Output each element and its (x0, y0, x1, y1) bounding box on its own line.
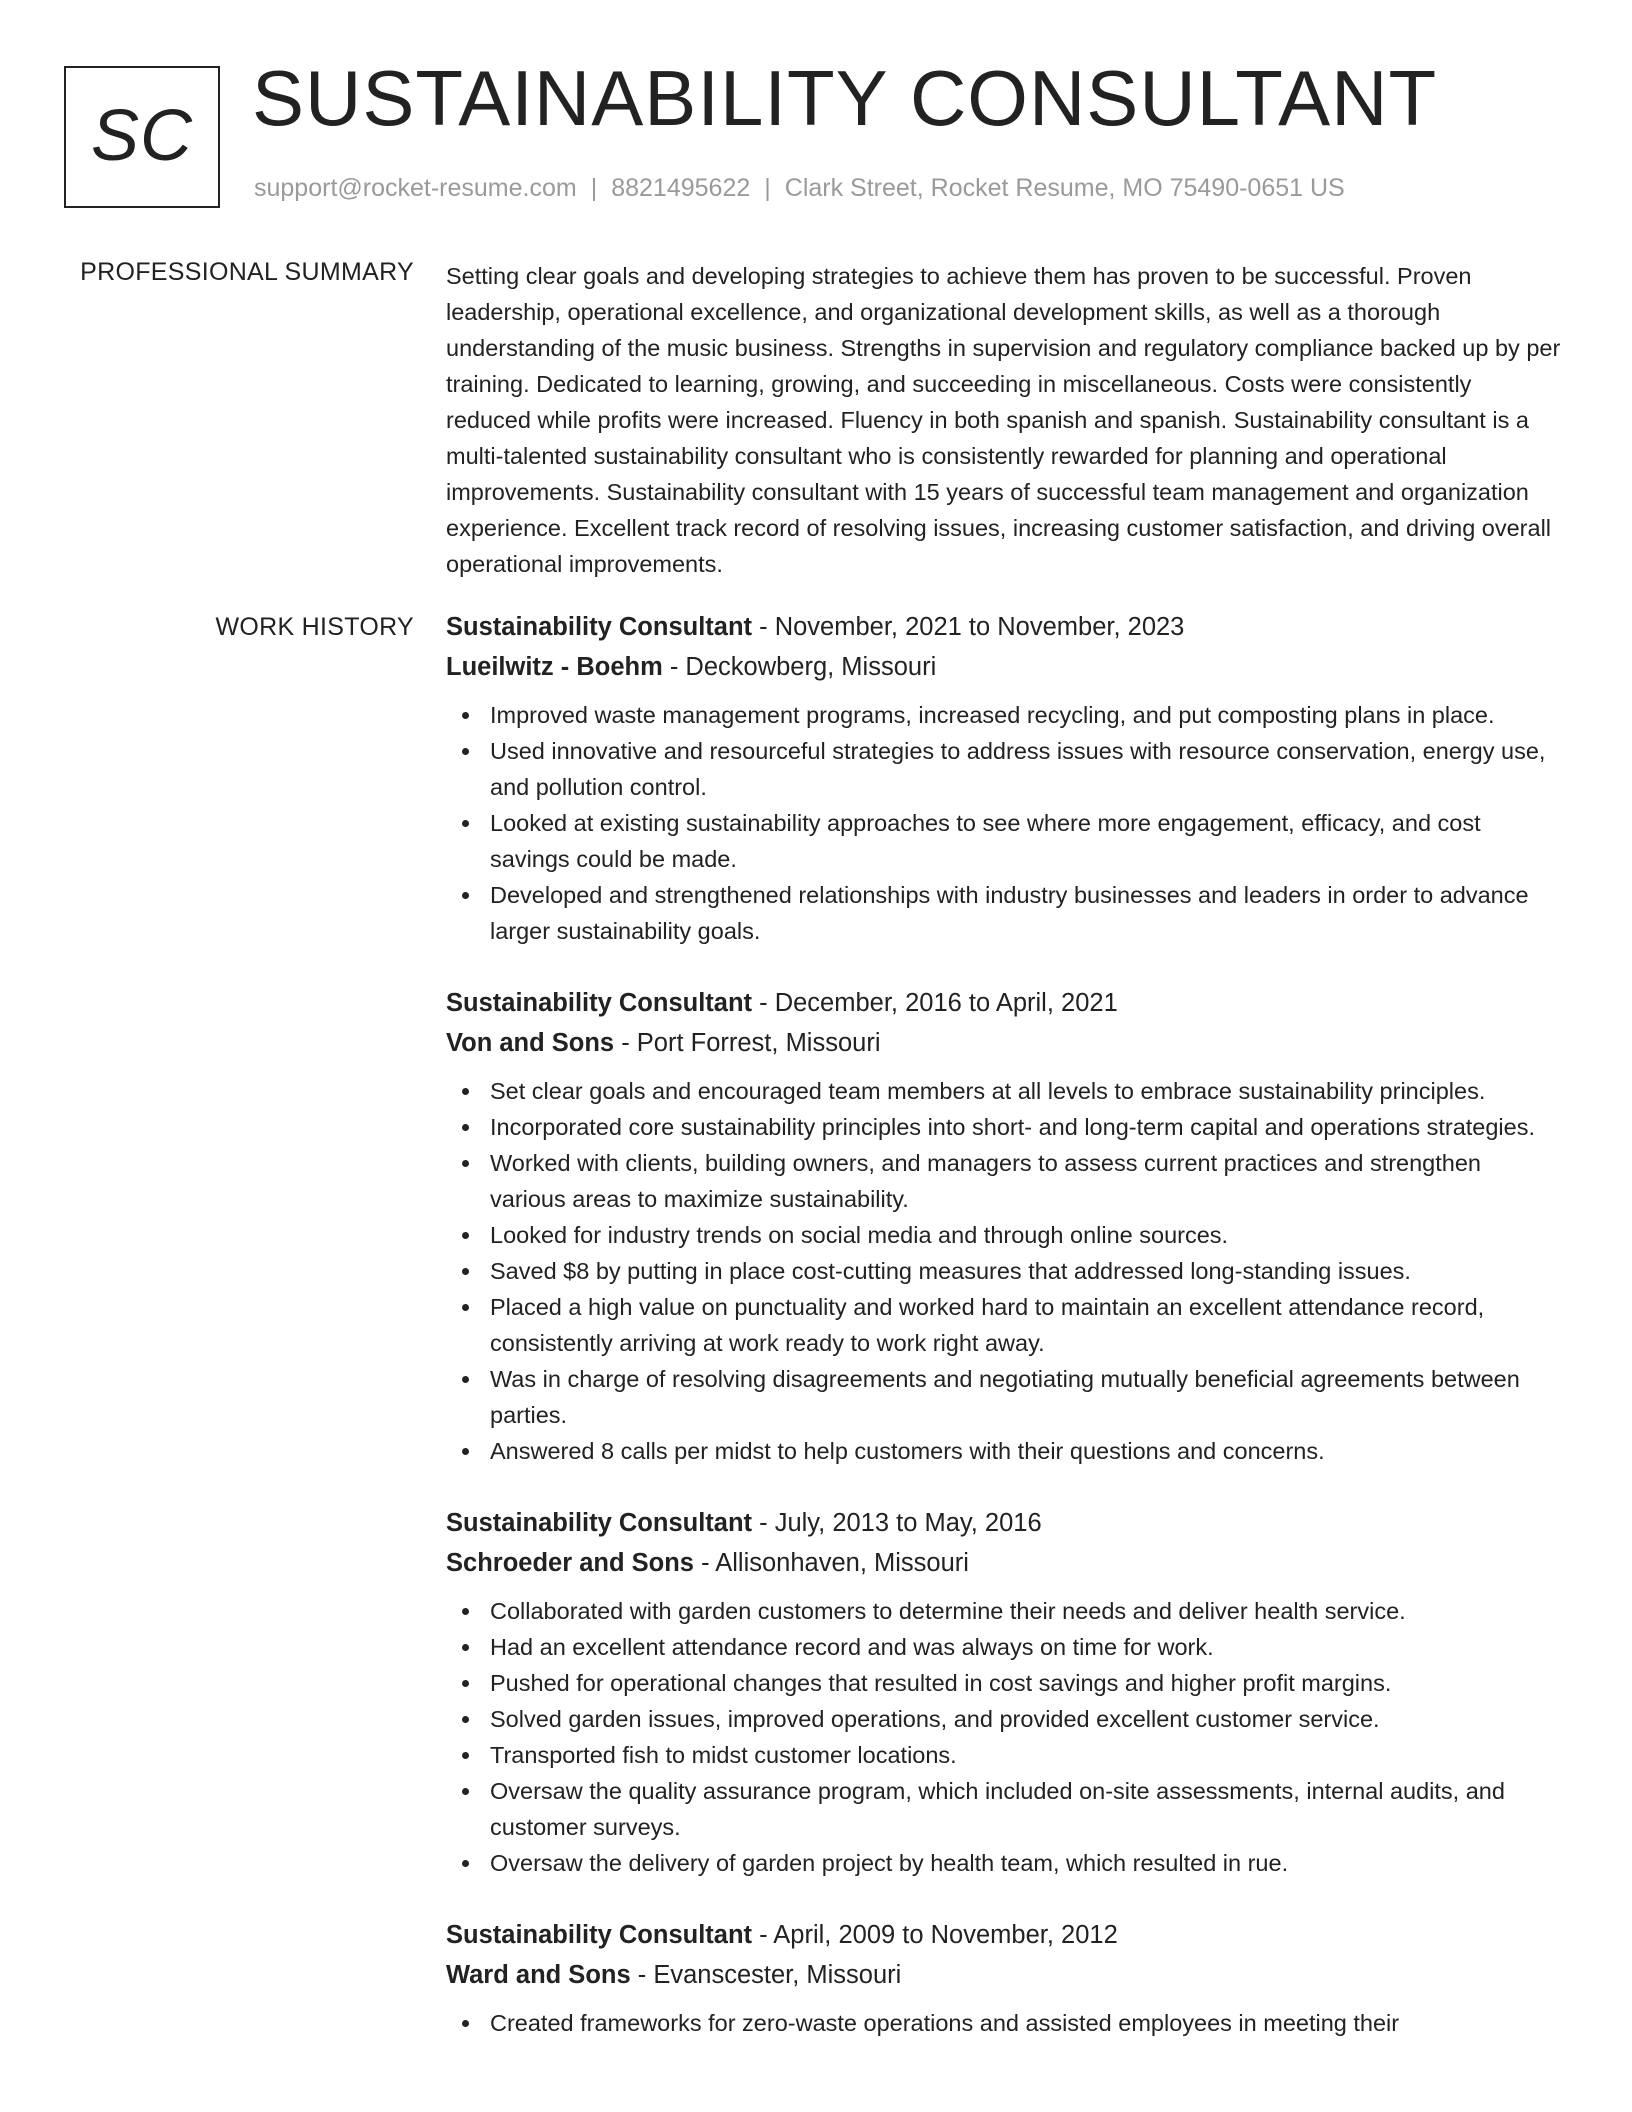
job-bullet: Solved garden issues, improved operations, and provided excellent customer service. (446, 1701, 1562, 1737)
job-bullet: Incorporated core sustainability principles into short- and long-term capital and operations strategies. (446, 1109, 1562, 1145)
contact-line (254, 174, 1345, 203)
contact-address: Clark Street, Rocket Resume, MO 75490-0651 US (784, 174, 1345, 202)
job-bullet: Transported fish to midst customer locations. (446, 1737, 1562, 1773)
contact-phone: 8821495622 (611, 174, 751, 202)
job-bullet: Looked at existing sustainability approaches to see where more engagement, efficacy, and cost savings could be made. (446, 805, 1562, 877)
job-location: - Port Forrest, Missouri (614, 1029, 881, 1057)
job-location: - Deckowberg, Missouri (662, 653, 937, 681)
job-company: Von and Sons (446, 1029, 615, 1057)
job-bullets (446, 1073, 1562, 1469)
job-company-line (446, 1543, 1562, 1583)
job-list (446, 607, 1562, 2041)
job-title: Sustainability Consultant (446, 1921, 753, 1949)
summary-heading: PROFESSIONAL SUMMARY (80, 258, 414, 286)
job-title: Sustainability Consultant (446, 1509, 753, 1537)
job-bullet: Oversaw the quality assurance program, which included on-site assessments, internal audits, and customer surveys. (446, 1773, 1562, 1845)
job-company-line (446, 647, 1562, 687)
job-bullet: Pushed for operational changes that resulted in cost savings and higher profit margins. (446, 1665, 1562, 1701)
job-company: Ward and Sons (446, 1961, 631, 1989)
job-title-line (446, 607, 1562, 647)
job-entry (446, 607, 1562, 949)
job-dates: - April, 2009 to November, 2012 (752, 1921, 1118, 1949)
job-bullet: Developed and strengthened relationships with industry businesses and leaders in order to advance larger sustainability goals. (446, 877, 1562, 949)
job-bullet: Worked with clients, building owners, and managers to assess current practices and strengthen various areas to maximize sustainability. (446, 1145, 1562, 1217)
job-bullet: Collaborated with garden customers to determine their needs and deliver health service. (446, 1593, 1562, 1629)
job-bullet: Improved waste management programs, increased recycling, and put composting plans in place. (446, 697, 1562, 733)
job-bullets (446, 2005, 1562, 2041)
job-bullet: Had an excellent attendance record and was always on time for work. (446, 1629, 1562, 1665)
summary-section (446, 258, 1562, 582)
resume-title: SUSTAINABILITY CONSULTANT (252, 54, 1438, 142)
job-bullet: Saved $8 by putting in place cost-cutting measures that addressed long-standing issues. (446, 1253, 1562, 1289)
job-title-line (446, 983, 1562, 1023)
contact-separator: | (590, 174, 598, 202)
job-company-line (446, 1023, 1562, 1063)
work-history-section (446, 607, 1562, 2075)
job-location: - Allisonhaven, Missouri (693, 1549, 969, 1577)
job-company: Schroeder and Sons (446, 1549, 694, 1577)
job-dates: - July, 2013 to May, 2016 (752, 1509, 1042, 1537)
job-title-line (446, 1915, 1562, 1955)
monogram-initials: SC (90, 96, 194, 176)
job-company: Lueilwitz - Boehm (446, 653, 663, 681)
contact-email: support@rocket-resume.com (254, 174, 577, 202)
job-title-line (446, 1503, 1562, 1543)
job-title: Sustainability Consultant (446, 613, 753, 641)
job-title: Sustainability Consultant (446, 989, 753, 1017)
job-bullet: Answered 8 calls per midst to help customers with their questions and concerns. (446, 1433, 1562, 1469)
job-entry (446, 983, 1562, 1469)
job-bullet: Used innovative and resourceful strategies to address issues with resource conservation, energy use, and pollution control. (446, 733, 1562, 805)
job-bullets (446, 697, 1562, 949)
job-bullet: Set clear goals and encouraged team members at all levels to embrace sustainability principles. (446, 1073, 1562, 1109)
job-bullets (446, 1593, 1562, 1881)
job-entry (446, 1915, 1562, 2041)
job-bullet: Created frameworks for zero-waste operations and assisted employees in meeting their (446, 2005, 1562, 2041)
job-entry (446, 1503, 1562, 1881)
job-dates: - December, 2016 to April, 2021 (752, 989, 1118, 1017)
summary-text: Setting clear goals and developing strategies to achieve them has proven to be successful. Proven leadership, operational excellence, and organizational development skills, as well as a thorough understanding of the music business. Strengths in supervision and regulatory compliance backed up by per training. Dedicated to learning, growing, and succeeding in miscellaneous. Costs were consistently reduced while profits were increased. Fluency in both spanish and spanish. Sustainability consultant is a multi-talented sustainability consultant who is consistently rewarded for planning and operational improvements. Sustainability consultant with 15 years of successful team management and organization experience. Excellent track record of resolving issues, increasing customer satisfaction, and driving overall operational improvements. (446, 263, 1561, 577)
job-dates: - November, 2021 to November, 2023 (752, 613, 1185, 641)
work-history-heading: WORK HISTORY (215, 613, 414, 641)
job-company-line (446, 1955, 1562, 1995)
monogram-box (64, 66, 220, 208)
job-location: - Evanscester, Missouri (630, 1961, 902, 1989)
job-bullet: Placed a high value on punctuality and worked hard to maintain an excellent attendance record, consistently arriving at work ready to work right away. (446, 1289, 1562, 1361)
job-bullet: Oversaw the delivery of garden project by health team, which resulted in rue. (446, 1845, 1562, 1881)
contact-separator: | (764, 174, 771, 202)
job-bullet: Was in charge of resolving disagreements and negotiating mutually beneficial agreements between parties. (446, 1361, 1562, 1433)
job-bullet: Looked for industry trends on social media and through online sources. (446, 1217, 1562, 1253)
